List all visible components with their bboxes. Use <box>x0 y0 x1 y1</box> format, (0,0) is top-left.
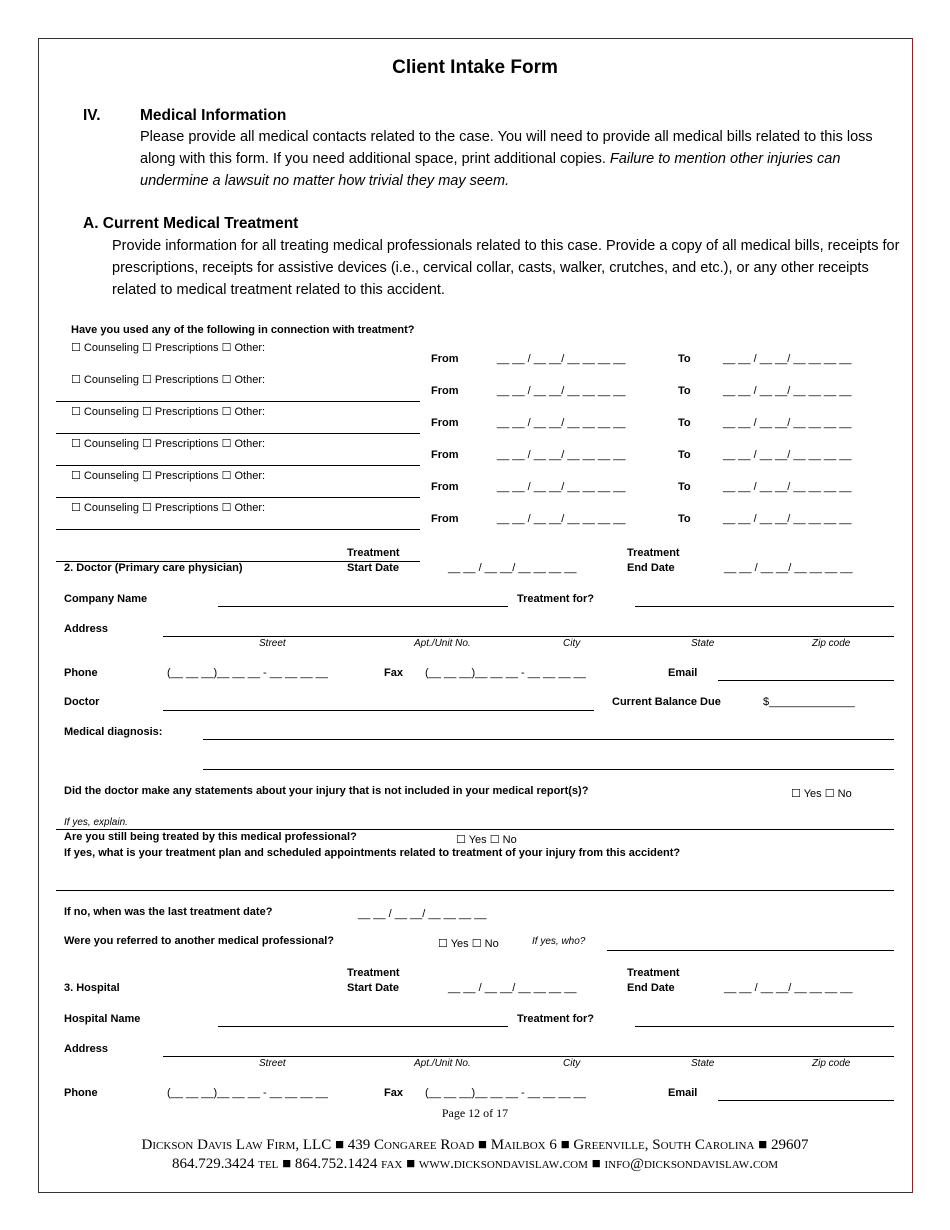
fax-label: Fax <box>384 667 403 679</box>
other-input-line[interactable] <box>56 401 420 402</box>
address-label: Address <box>64 623 109 635</box>
to-date-field[interactable]: __ __ / __ __/ __ __ __ __ <box>723 449 852 461</box>
address-input[interactable] <box>163 636 894 637</box>
email-label: Email <box>668 667 698 679</box>
phone-label: Phone <box>64 1087 98 1099</box>
address-part-label: Street <box>259 1058 286 1069</box>
treatment-options[interactable]: ☐ Counseling ☐ Prescriptions ☐ Other: <box>71 438 266 450</box>
balance-field[interactable]: $______________ <box>763 696 855 708</box>
address-label: Address <box>64 1043 109 1055</box>
footer-address: Dickson Davis Law Firm, LLC ■ 439 Congaree Road ■ Mailbox 6 ■ Greenville, South Carolina ■ 29607 <box>141 1137 809 1153</box>
address-part-label: State <box>691 1058 715 1069</box>
from-label: From <box>431 353 459 365</box>
treatment-options[interactable]: ☐ Counseling ☐ Prescriptions ☐ Other: <box>71 406 266 418</box>
treatment-for-input[interactable] <box>635 606 894 607</box>
fax-field[interactable]: (__ __ __)__ __ __ - __ __ __ __ <box>425 667 586 679</box>
from-label: From <box>431 481 459 493</box>
section-heading: Medical Information <box>140 107 287 124</box>
from-label: From <box>431 385 459 397</box>
statements-question: Did the doctor make any statements about your injury that is not included in your medical report(s)? <box>64 785 589 797</box>
referred-yes-no[interactable]: ☐ Yes ☐ No <box>438 938 499 950</box>
email-input[interactable] <box>718 1100 894 1101</box>
treatment-options[interactable]: ☐ Counseling ☐ Prescriptions ☐ Other: <box>71 342 266 354</box>
explain-input[interactable] <box>56 829 894 830</box>
last-date-field[interactable]: __ __ / __ __/ __ __ __ __ <box>358 908 487 920</box>
address-input[interactable] <box>163 1056 894 1057</box>
intro-warning: Failure to mention other injuries can undermine a lawsuit no matter how trivial they may seem. <box>140 151 841 189</box>
to-label: To <box>678 513 691 525</box>
treatment-question: Have you used any of the following in connection with treatment? <box>71 324 415 336</box>
name-label: Hospital Name <box>64 1013 141 1025</box>
from-date-field[interactable]: __ __ / __ __/ __ __ __ __ <box>497 417 626 429</box>
fax-label: Fax <box>384 1087 403 1099</box>
address-part-label: City <box>563 1058 581 1069</box>
still-treated-yes-no[interactable]: ☐ Yes ☐ No <box>456 834 517 846</box>
start-date-field[interactable]: __ __ / __ __/ __ __ __ __ <box>448 982 577 994</box>
start-date-label-2: Start Date <box>347 982 399 994</box>
subsection-heading: A. Current Medical Treatment <box>83 215 299 232</box>
referred-question: Were you referred to another medical professional? <box>64 935 334 947</box>
treatment-for-input[interactable] <box>635 1026 894 1027</box>
email-input[interactable] <box>718 680 894 681</box>
to-date-field[interactable]: __ __ / __ __/ __ __ __ __ <box>723 513 852 525</box>
end-date-label: Treatment <box>627 547 680 559</box>
treatment-for-label: Treatment for? <box>517 1013 595 1025</box>
treatment-options[interactable]: ☐ Counseling ☐ Prescriptions ☐ Other: <box>71 470 266 482</box>
name-input[interactable] <box>218 1026 508 1027</box>
from-date-field[interactable]: __ __ / __ __/ __ __ __ __ <box>497 385 626 397</box>
address-part-label: Street <box>259 638 286 649</box>
provider-heading: 2. Doctor (Primary care physician) <box>64 562 243 574</box>
other-input-line[interactable] <box>56 529 420 530</box>
doctor-label: Doctor <box>64 696 100 708</box>
start-date-field[interactable]: __ __ / __ __/ __ __ __ __ <box>448 562 577 574</box>
provider-heading: 3. Hospital <box>64 982 120 994</box>
treatment-plan-input[interactable] <box>56 890 894 891</box>
address-part-label: Apt./Unit No. <box>414 638 471 649</box>
to-date-field[interactable]: __ __ / __ __/ __ __ __ __ <box>723 385 852 397</box>
phone-field[interactable]: (__ __ __)__ __ __ - __ __ __ __ <box>167 667 328 679</box>
address-part-label: Zip code <box>812 1058 851 1069</box>
intro-text: Please provide all medical contacts related to the case. You will need to provide all medical bills related to this loss along with this form. If you need additional space, print additional copies. <box>140 129 873 167</box>
to-date-field[interactable]: __ __ / __ __/ __ __ __ __ <box>723 481 852 493</box>
to-date-field[interactable]: __ __ / __ __/ __ __ __ __ <box>723 353 852 365</box>
to-label: To <box>678 449 691 461</box>
end-date-field[interactable]: __ __ / __ __/ __ __ __ __ <box>724 982 853 994</box>
diagnosis-input-2[interactable] <box>203 769 894 770</box>
to-label: To <box>678 353 691 365</box>
fax-field[interactable]: (__ __ __)__ __ __ - __ __ __ __ <box>425 1087 586 1099</box>
page-border <box>38 38 913 1193</box>
subsection-text: Provide information for all treating medical professionals related to this case. Provide a copy of all medical bills, receipts for prescriptions, receipts for assistive devices (i.e., cervical collar, casts, walker, crutches, and etc.), or any other receipts related to medical treatment related to this accident. <box>112 238 900 298</box>
page-number: Page 12 of 17 <box>441 1106 509 1120</box>
address-part-label: Apt./Unit No. <box>414 1058 471 1069</box>
last-date-question: If no, when was the last treatment date? <box>64 906 273 918</box>
to-date-field[interactable]: __ __ / __ __/ __ __ __ __ <box>723 417 852 429</box>
if-yes-who-label: If yes, who? <box>532 936 586 947</box>
section-intro <box>140 126 900 192</box>
diagnosis-label: Medical diagnosis: <box>64 726 163 738</box>
still-treated-question: Are you still being treated by this medical professional? <box>64 831 357 843</box>
if-yes-explain-label: If yes, explain. <box>64 817 128 828</box>
diagnosis-input[interactable] <box>203 739 894 740</box>
from-date-field[interactable]: __ __ / __ __/ __ __ __ __ <box>497 481 626 493</box>
address-part-label: City <box>563 638 581 649</box>
from-label: From <box>431 513 459 525</box>
doctor-input[interactable] <box>163 710 594 711</box>
end-date-label-2: End Date <box>627 982 675 994</box>
start-date-label: Treatment <box>347 967 400 979</box>
end-date-label: Treatment <box>627 967 680 979</box>
start-date-label-2: Start Date <box>347 562 399 574</box>
referred-who-input[interactable] <box>607 950 894 951</box>
treatment-plan-question: If yes, what is your treatment plan and scheduled appointments related to treatment of your injury from this accident? <box>64 847 681 859</box>
end-date-field[interactable]: __ __ / __ __/ __ __ __ __ <box>724 562 853 574</box>
section-number: IV. <box>83 107 101 124</box>
name-input[interactable] <box>218 606 508 607</box>
balance-label: Current Balance Due <box>612 696 721 708</box>
footer-contact: 864.729.3424 tel ■ 864.752.1424 fax ■ www.dicksondavislaw.com ■ info@dicksondavislaw.com <box>171 1156 779 1172</box>
address-part-label: Zip code <box>812 638 851 649</box>
end-date-label-2: End Date <box>627 562 675 574</box>
address-part-label: State <box>691 638 715 649</box>
to-label: To <box>678 417 691 429</box>
treatment-for-label: Treatment for? <box>517 593 595 605</box>
other-input-line[interactable] <box>56 433 420 434</box>
treatment-options[interactable]: ☐ Counseling ☐ Prescriptions ☐ Other: <box>71 502 266 514</box>
phone-field[interactable]: (__ __ __)__ __ __ - __ __ __ __ <box>167 1087 328 1099</box>
treatment-options[interactable]: ☐ Counseling ☐ Prescriptions ☐ Other: <box>71 374 266 386</box>
to-label: To <box>678 385 691 397</box>
from-label: From <box>431 417 459 429</box>
statements-yes-no[interactable]: ☐ Yes ☐ No <box>791 788 852 800</box>
to-label: To <box>678 481 691 493</box>
form-title: Client Intake Form <box>392 57 558 78</box>
from-date-field[interactable]: __ __ / __ __/ __ __ __ __ <box>497 449 626 461</box>
from-label: From <box>431 449 459 461</box>
start-date-label: Treatment <box>347 547 400 559</box>
from-date-field[interactable]: __ __ / __ __/ __ __ __ __ <box>497 353 626 365</box>
other-input-line[interactable] <box>56 497 420 498</box>
from-date-field[interactable]: __ __ / __ __/ __ __ __ __ <box>497 513 626 525</box>
email-label: Email <box>668 1087 698 1099</box>
name-label: Company Name <box>64 593 148 605</box>
phone-label: Phone <box>64 667 98 679</box>
other-input-line[interactable] <box>56 465 420 466</box>
